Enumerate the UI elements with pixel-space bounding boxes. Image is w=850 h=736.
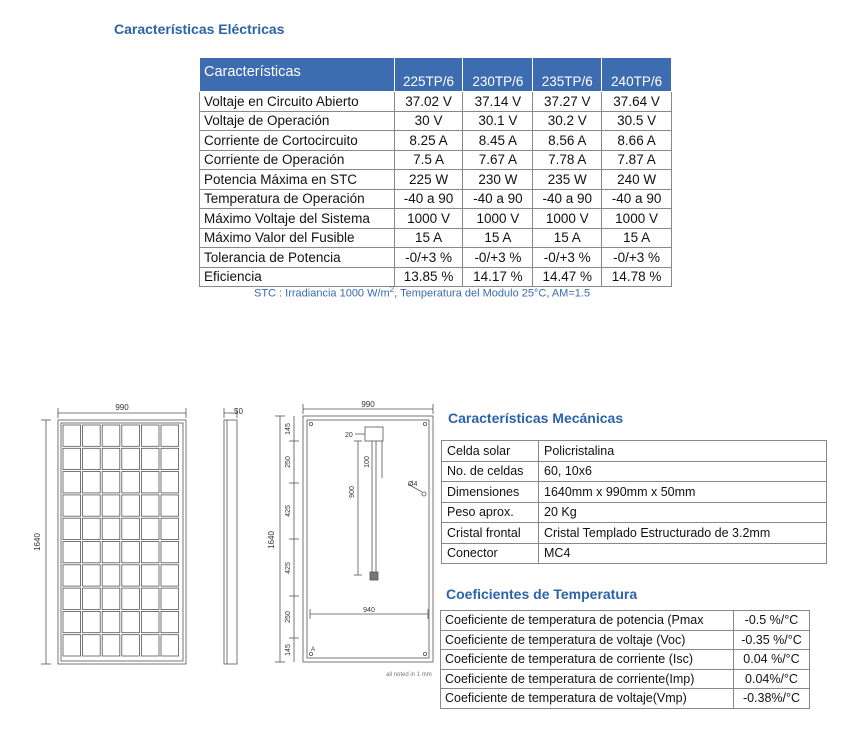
header-model-240: 240TP/6	[602, 58, 672, 92]
connector-mc4	[370, 572, 378, 580]
solar-cell	[102, 565, 120, 586]
solar-cell	[122, 448, 140, 469]
solar-cell	[102, 448, 120, 469]
solar-cell	[122, 495, 140, 516]
row-label: Corriente de Cortocircuito	[200, 131, 395, 151]
table-row	[200, 228, 672, 248]
cell-value: 37.14 V	[463, 92, 533, 112]
solar-cell	[102, 425, 120, 446]
cell-value: MC4	[539, 543, 827, 564]
solar-cell	[161, 518, 179, 539]
solar-cell	[161, 588, 179, 609]
solar-cell	[102, 588, 120, 609]
solar-cell	[102, 472, 120, 493]
cell-value: 15 A	[533, 228, 602, 248]
cell-value: -0/+3 %	[533, 248, 602, 268]
table-row	[200, 209, 672, 229]
cell-value: 7.87 A	[602, 150, 672, 170]
table-row	[200, 248, 672, 268]
dim-front-width: 990	[115, 403, 129, 412]
cell-value: 37.02 V	[394, 92, 463, 112]
cell-value: 7.78 A	[533, 150, 602, 170]
cell-value: 1000 V	[463, 209, 533, 229]
solar-cell	[141, 611, 159, 632]
solar-cell	[141, 518, 159, 539]
table-row	[200, 170, 672, 190]
cell-value: -0.38%/°C	[734, 689, 810, 709]
table-row	[200, 267, 672, 287]
cell-grid	[63, 425, 179, 656]
dim-back-width: 990	[361, 400, 375, 409]
table-row	[442, 543, 827, 564]
solar-cell	[141, 542, 159, 563]
cell-value: Cristal Templado Estructurado de 3.2mm	[539, 523, 827, 544]
cell-value: 225 W	[394, 170, 463, 190]
cell-value: 8.25 A	[394, 131, 463, 151]
dim-20: 20	[345, 432, 353, 439]
cell-value: 0.04 %/°C	[734, 650, 810, 670]
solar-cell	[63, 448, 81, 469]
table-row	[200, 189, 672, 209]
solar-cell	[161, 611, 179, 632]
solar-cell	[102, 495, 120, 516]
electrical-table	[199, 57, 672, 287]
cell-value: -40 a 90	[394, 189, 463, 209]
table-row	[442, 461, 827, 482]
dim-940: 940	[363, 607, 375, 614]
module-drawings	[0, 395, 440, 685]
solar-cell	[141, 565, 159, 586]
drawing-footnote: all noted in 1 mm	[386, 672, 432, 678]
stc-note	[254, 285, 590, 300]
cell-value: 1000 V	[394, 209, 463, 229]
solar-cell	[102, 611, 120, 632]
row-label: Coeficiente de temperatura de corriente (Isc)	[441, 650, 734, 670]
mechanical-title: Características Mecánicas	[448, 410, 624, 426]
cell-value: 14.17 %	[463, 267, 533, 287]
row-label: Coeficiente de temperatura de corriente(Imp)	[441, 669, 734, 689]
table-row	[441, 669, 810, 689]
header-characteristics: Características	[200, 58, 395, 92]
row-label: Máximo Valor del Fusible	[200, 228, 395, 248]
row-label: Voltaje en Circuito Abierto	[200, 92, 395, 112]
row-label: Cristal frontal	[442, 523, 539, 544]
dim-side-depth: 50	[234, 407, 243, 416]
solar-cell	[161, 425, 179, 446]
table-row	[441, 689, 810, 709]
solar-cell	[141, 448, 159, 469]
temperature-title: Coeficientes de Temperatura	[446, 586, 638, 602]
cell-value: -40 a 90	[602, 189, 672, 209]
electrical-title: Características Eléctricas	[114, 21, 285, 37]
row-label: Máximo Voltaje del Sistema	[200, 209, 395, 229]
stc-note-sup: 2	[389, 285, 395, 294]
solar-cell	[161, 448, 179, 469]
cell-value: -40 a 90	[533, 189, 602, 209]
row-label: Potencia Máxima en STC	[200, 170, 395, 190]
solar-cell	[122, 635, 140, 656]
solar-cell	[83, 472, 101, 493]
cell-value: 235 W	[533, 170, 602, 190]
cell-value: 30.1 V	[463, 111, 533, 131]
row-label: Coeficiente de temperatura de voltaje (Voc)	[441, 630, 734, 650]
table-row	[442, 502, 827, 523]
solar-cell	[83, 635, 101, 656]
row-label: No. de celdas	[442, 461, 539, 482]
cell-value: 1000 V	[533, 209, 602, 229]
solar-cell	[63, 565, 81, 586]
solar-cell	[83, 542, 101, 563]
solar-cell	[83, 495, 101, 516]
row-label: Peso aprox.	[442, 502, 539, 523]
side-view-frame	[224, 420, 237, 664]
cell-value: 15 A	[394, 228, 463, 248]
cell-value: 30.5 V	[602, 111, 672, 131]
solar-cell	[141, 472, 159, 493]
cell-value: 8.45 A	[463, 131, 533, 151]
row-label: Conector	[442, 543, 539, 564]
solar-cell	[141, 588, 159, 609]
cell-value: 0.04%/°C	[734, 669, 810, 689]
solar-cell	[122, 472, 140, 493]
cell-value: 37.64 V	[602, 92, 672, 112]
cell-value: 14.78 %	[602, 267, 672, 287]
table-row	[441, 611, 810, 631]
cell-value: -0/+3 %	[602, 248, 672, 268]
table-row	[200, 131, 672, 151]
solar-cell	[161, 472, 179, 493]
cell-value: Policristalina	[539, 441, 827, 462]
dim-250-top: 250	[285, 456, 292, 468]
solar-cell	[63, 425, 81, 446]
cell-value: 37.27 V	[533, 92, 602, 112]
cell-value: 15 A	[463, 228, 533, 248]
row-label: Coeficiente de temperatura de voltaje(Vmp)	[441, 689, 734, 709]
header-model-225: 225TP/6	[394, 58, 463, 92]
table-row	[442, 482, 827, 503]
cell-value: -0/+3 %	[463, 248, 533, 268]
solar-cell	[122, 565, 140, 586]
junction-box	[365, 427, 383, 441]
solar-cell	[83, 565, 101, 586]
dim-900: 900	[349, 486, 356, 498]
back-view-frame	[303, 416, 433, 662]
electrical-header-row	[200, 58, 672, 92]
solar-cell	[141, 635, 159, 656]
row-label: Corriente de Operación	[200, 150, 395, 170]
dim-425-a: 425	[285, 505, 292, 517]
cell-value: 8.56 A	[533, 131, 602, 151]
table-row	[441, 650, 810, 670]
dim-145-top: 145	[285, 423, 292, 435]
cell-value: 13.85 %	[394, 267, 463, 287]
cell-value: 230 W	[463, 170, 533, 190]
solar-cell	[83, 425, 101, 446]
solar-cell	[122, 588, 140, 609]
solar-cell	[63, 611, 81, 632]
solar-cell	[63, 588, 81, 609]
solar-cell	[83, 588, 101, 609]
row-label: Celda solar	[442, 441, 539, 462]
cell-value: -0.5 %/°C	[734, 611, 810, 631]
solar-cell	[161, 635, 179, 656]
cell-value: 240 W	[602, 170, 672, 190]
row-label: Coeficiente de temperatura de potencia (Pmax	[441, 611, 734, 631]
stc-note-suffix: , Temperatura del Modulo 25°C, AM=1.5	[394, 287, 591, 300]
cell-value: 7.5 A	[394, 150, 463, 170]
solar-cell	[63, 472, 81, 493]
table-row	[442, 523, 827, 544]
dim-250-bottom: 250	[285, 611, 292, 623]
header-model-230: 230TP/6	[463, 58, 533, 92]
solar-cell	[122, 611, 140, 632]
solar-cell	[83, 611, 101, 632]
table-row	[442, 441, 827, 462]
table-row	[441, 630, 810, 650]
solar-cell	[161, 565, 179, 586]
dim-145-bottom: 145	[285, 644, 292, 656]
dim-back-height: 1640	[267, 531, 276, 549]
table-row	[200, 92, 672, 112]
solar-cell	[102, 635, 120, 656]
header-model-235: 235TP/6	[533, 58, 602, 92]
solar-cell	[102, 518, 120, 539]
cell-value: 30.2 V	[533, 111, 602, 131]
solar-cell	[63, 518, 81, 539]
marker-a: A	[311, 647, 316, 653]
solar-cell	[83, 448, 101, 469]
row-label: Temperatura de Operación	[200, 189, 395, 209]
solar-cell	[161, 542, 179, 563]
temperature-table	[440, 610, 810, 709]
cell-value: 7.67 A	[463, 150, 533, 170]
solar-cell	[83, 518, 101, 539]
solar-cell	[161, 495, 179, 516]
cell-value: 14.47 %	[533, 267, 602, 287]
cell-value: -40 a 90	[463, 189, 533, 209]
row-label: Eficiencia	[200, 267, 395, 287]
solar-cell	[63, 495, 81, 516]
mechanical-table	[441, 440, 827, 564]
solar-cell	[141, 425, 159, 446]
cell-value: 1000 V	[602, 209, 672, 229]
dim-hole: Ø4	[408, 481, 418, 488]
row-label: Tolerancia de Potencia	[200, 248, 395, 268]
cell-value: 8.66 A	[602, 131, 672, 151]
cell-value: 1640mm x 990mm x 50mm	[539, 482, 827, 503]
stc-note-prefix: STC : Irradiancia 1000 W/m	[254, 287, 390, 300]
cell-value: -0/+3 %	[394, 248, 463, 268]
dim-425-b: 425	[285, 562, 292, 574]
solar-cell	[63, 542, 81, 563]
row-label: Dimensiones	[442, 482, 539, 503]
table-row	[200, 150, 672, 170]
solar-cell	[141, 495, 159, 516]
solar-cell	[102, 542, 120, 563]
solar-cell	[122, 518, 140, 539]
cell-value: 15 A	[602, 228, 672, 248]
solar-cell	[122, 425, 140, 446]
row-label: Voltaje de Operación	[200, 111, 395, 131]
cell-value: 20 Kg	[539, 502, 827, 523]
dim-front-height: 1640	[33, 533, 42, 551]
cell-value: -0.35 %/°C	[734, 630, 810, 650]
solar-cell	[122, 542, 140, 563]
cell-value: 30 V	[394, 111, 463, 131]
cell-value: 60, 10x6	[539, 461, 827, 482]
table-row	[200, 111, 672, 131]
solar-cell	[63, 635, 81, 656]
dim-100: 100	[364, 456, 371, 468]
